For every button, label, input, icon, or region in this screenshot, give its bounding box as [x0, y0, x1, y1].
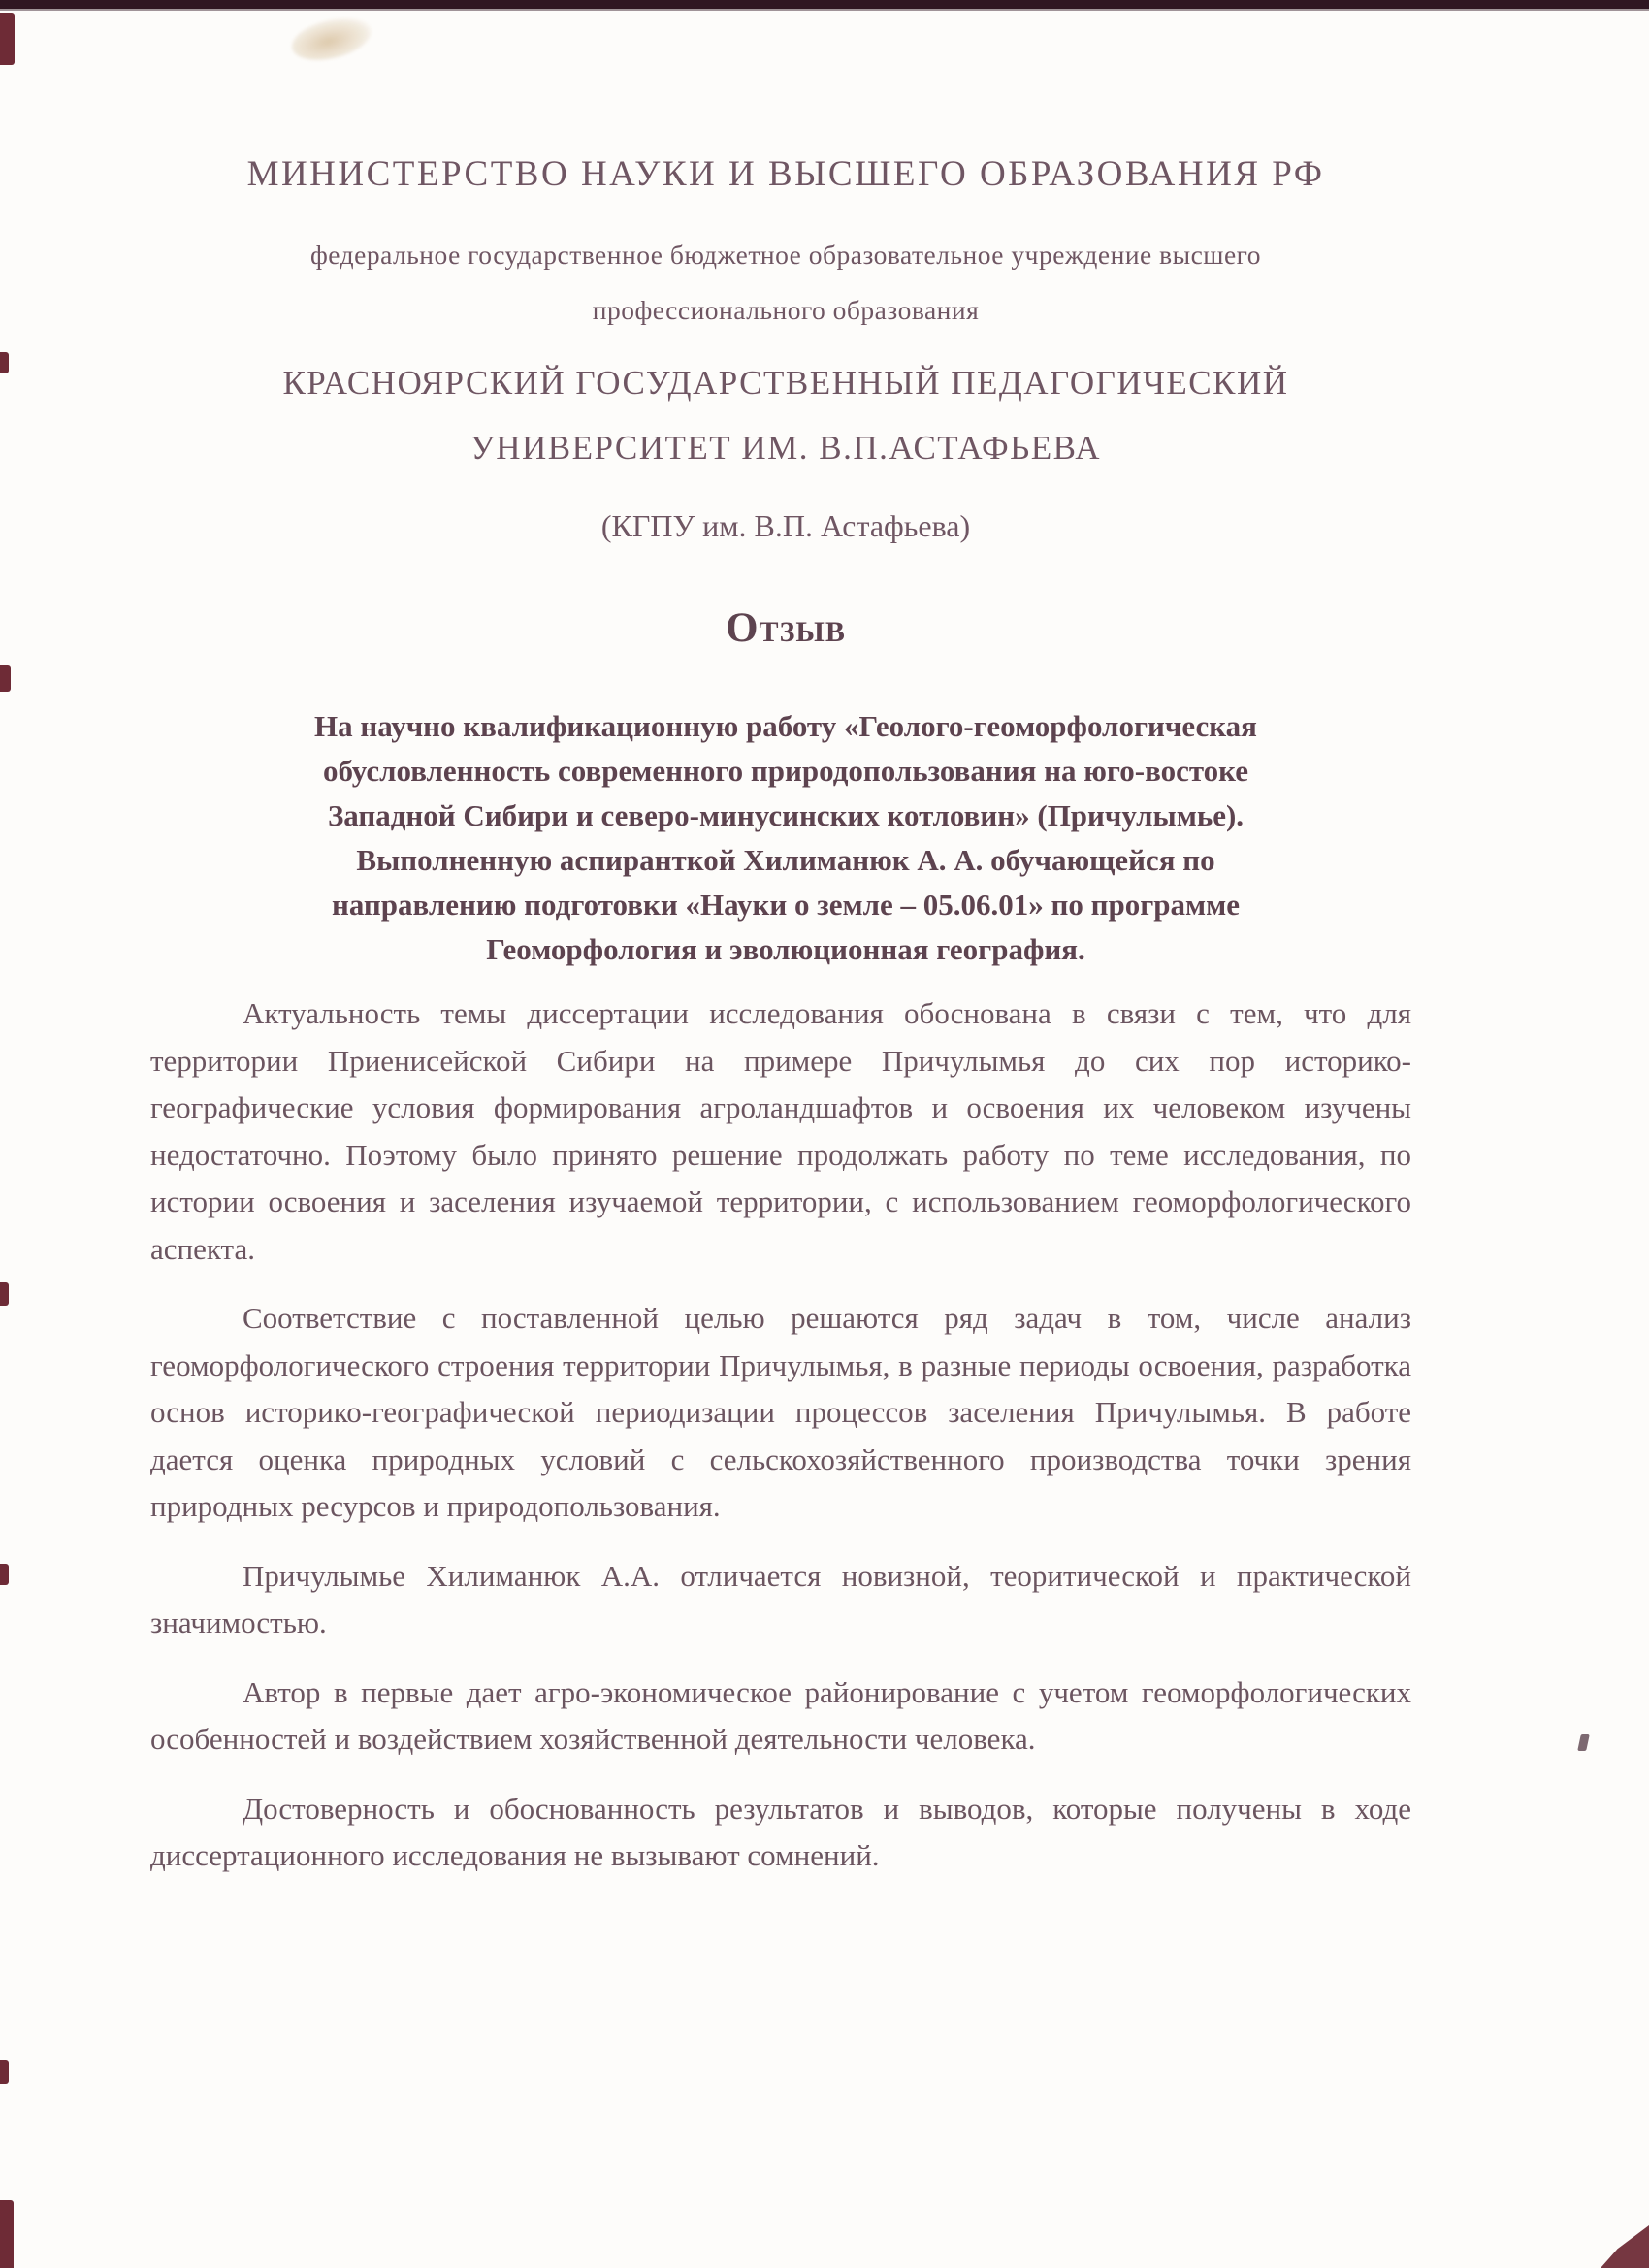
scan-top-border	[0, 0, 1649, 13]
subject-line: Выполненную аспиранткой Хилиманюк А. А. обучающейся по	[356, 843, 1215, 877]
scan-ink-speck	[1577, 1734, 1590, 1751]
scan-edge-mark	[0, 2060, 9, 2084]
subject-line: обусловленность современного природопользования на юго-востоке	[322, 754, 1249, 788]
paragraph-reliability: Достоверность и обоснованность результатов и выводов, которые получены в ходе диссертационного исследования не вызывают сомнений.	[150, 1791, 1411, 1872]
paragraph-author-contribution: Автор в первые дает агро-экономическое районирование с учетом геоморфологических особенностей и воздействием хозяйственной деятельности человека.	[150, 1674, 1411, 1756]
org-type-line-2: профессионального образования	[592, 295, 980, 325]
subject-line: Геоморфология и эволюционная география.	[486, 932, 1085, 966]
university-name-line-2: УНИВЕРСИТЕТ ИМ. В.П.АСТАФЬЕВА	[469, 429, 1102, 467]
org-type-line-1: федеральное государственное бюджетное образовательное учреждение высшего	[309, 240, 1262, 270]
review-subject-block	[150, 704, 1421, 972]
subject-line: На научно квалификационную работу «Геолого-геоморфологическая	[314, 709, 1257, 743]
scan-corner-mark	[1600, 2225, 1649, 2268]
scan-smudge	[287, 10, 375, 67]
ministry-heading: МИНИСТЕРСТВО НАУКИ И ВЫСШЕГО ОБРАЗОВАНИЯ РФ	[246, 154, 1325, 194]
university-abbreviation: (КГПУ им. В.П. Астафьева)	[600, 508, 971, 543]
scan-edge-mark	[0, 13, 15, 65]
subject-line: направлению подготовки «Науки о земле – 05.06.01» по программе	[331, 888, 1241, 922]
paragraph-relevance: Актуальность темы диссертации исследования обоснована в связи с тем, что для территории Приенисейской Сибири на примере Причулымья до сих пор историко-географические условия формирования агроландшафтов и освоения их человеком изучены недостаточно. Поэтому было принято решение продолжать работу по теме исследования, по истории освоения и заселения изучаемой территории, с использованием геоморфологического аспекта.	[150, 996, 1411, 1266]
paragraph-tasks: Соответствие с поставленной целью решаются ряд задач в том, числе анализ геоморфологического строения территории Причулымья, в разные периоды освоения, разработка основ историко-географической периодизации процессов заселения Причулымья. В работе дается оценка природных условий с сельскохозяйственного производства точки зрения природных ресурсов и природопользования.	[150, 1301, 1411, 1523]
scan-edge-mark	[0, 352, 9, 373]
scan-edge-mark	[0, 1282, 9, 1306]
university-name-line-1: КРАСНОЯРСКИЙ ГОСУДАРСТВЕННЫЙ ПЕДАГОГИЧЕСКИЙ	[282, 364, 1289, 402]
document-title: Отзыв	[726, 605, 846, 651]
review-body	[150, 990, 1411, 1902]
subject-line: Западной Сибири и северо-минусинских котловин» (Причулымье).	[327, 798, 1245, 832]
scan-edge-mark	[0, 2200, 14, 2268]
scan-edge-mark	[0, 1564, 9, 1585]
paragraph-novelty: Причулымье Хилиманюк А.А. отличается новизной, теоритической и практической значимостью.	[150, 1558, 1411, 1639]
scan-edge-mark	[0, 665, 11, 692]
